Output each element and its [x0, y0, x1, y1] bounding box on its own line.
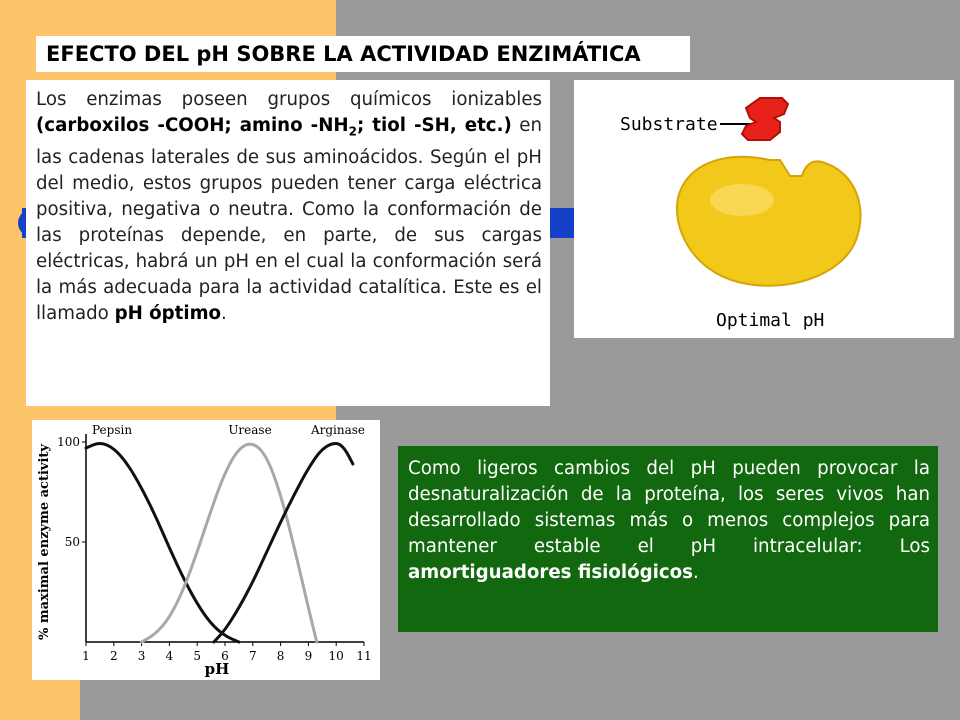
substrate-label: Substrate	[620, 114, 718, 135]
x-tick-label: 7	[248, 649, 257, 663]
x-tick-label: 5	[193, 649, 202, 663]
enzyme-illustration	[574, 80, 954, 338]
green-text-part2: .	[692, 562, 699, 583]
x-tick-label: 2	[109, 649, 118, 663]
enzyme-shape	[677, 157, 861, 286]
y-tick-label: 100	[57, 435, 80, 449]
main-text-part3: .	[221, 302, 227, 324]
ph-activity-chart	[32, 420, 380, 680]
main-text-bold2: ; tiol -SH, etc.)	[357, 115, 512, 136]
series-label-pepsin: Pepsin	[92, 423, 133, 437]
x-tick-label: 9	[304, 649, 313, 663]
green-paragraph	[408, 456, 930, 586]
y-axis-label: % maximal enzyme activity	[37, 444, 52, 640]
main-text-box	[26, 80, 550, 406]
x-tick-label: 10	[328, 649, 344, 663]
slide-title: EFECTO DEL pH SOBRE LA ACTIVIDAD ENZIMÁTICA	[46, 42, 641, 66]
x-tick-label: 11	[356, 649, 372, 663]
x-tick-label: 3	[137, 649, 146, 663]
x-axis-label: pH	[204, 660, 230, 678]
series-label-arginase: Arginase	[310, 423, 366, 437]
enzyme-highlight	[710, 184, 774, 216]
green-text-bold: amortiguadores fisiológicos	[408, 562, 693, 583]
green-text-part1: Como ligeros cambios del pH pueden provocar la desnaturalización de la proteína, los seres vivos han desarrollado sistemas más o menos complejos para mantener estable el pH intracelular: Los	[408, 458, 930, 557]
series-label-urease: Urease	[228, 423, 272, 437]
main-paragraph	[36, 87, 542, 327]
main-text-part1: Los enzimas poseen grupos químicos ionizables	[36, 89, 542, 110]
optimal-ph-caption: Optimal pH	[716, 310, 825, 331]
series-line-pepsin	[86, 444, 239, 643]
x-tick-label: 8	[276, 649, 285, 663]
main-text-subscript: 2	[348, 124, 357, 139]
main-text-bold3: pH óptimo	[114, 302, 222, 324]
x-tick-label: 6	[221, 649, 229, 663]
series-line-arginase	[214, 444, 353, 643]
main-text-part2: en las cadenas laterales de sus aminoácidos. Según el pH del medio, estos grupos pueden tener carga eléctrica positiva, negativa o neutra. Como la conformación de las proteínas depende, en parte, de sus cargas eléctricas, habrá un pH en el cual la conformación será la más adecuada para la actividad catalítica. Este es el llamado	[36, 115, 542, 324]
x-tick-label: 4	[165, 649, 174, 663]
title-box	[36, 36, 690, 72]
x-tick-label: 1	[82, 649, 90, 663]
green-note-box	[398, 446, 938, 632]
substrate-shape	[742, 98, 788, 140]
y-tick-label: 50	[64, 535, 80, 549]
main-text-bold1: (carboxilos -COOH; amino -NH	[36, 115, 349, 136]
